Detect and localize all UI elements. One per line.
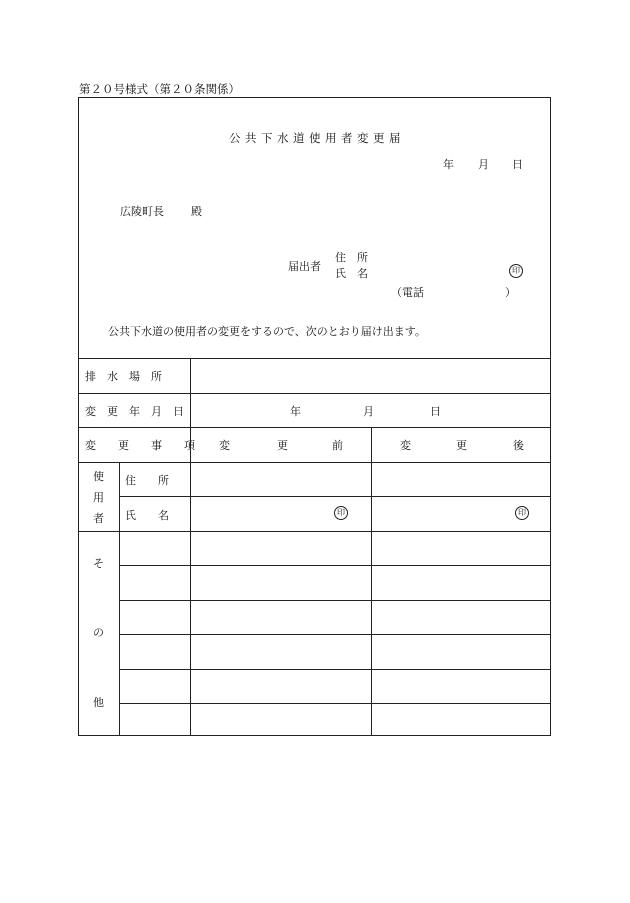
form-number: 第２０号様式（第２０条関係） bbox=[79, 82, 240, 96]
change-item-label: 変 更 事 項 bbox=[85, 439, 195, 452]
other-label-3: 他 bbox=[93, 696, 104, 709]
applicant-name-label: 氏 名 bbox=[335, 267, 368, 280]
rule bbox=[119, 703, 550, 704]
applicant-address-label: 住 所 bbox=[335, 251, 368, 264]
applicant-label: 届出者 bbox=[288, 260, 321, 273]
after-header-b: 更 bbox=[456, 439, 467, 452]
user-label-3: 者 bbox=[93, 512, 104, 525]
statement: 公共下水道の使用者の変更をするので、次のとおり届け出ます。 bbox=[108, 325, 426, 338]
rule bbox=[119, 565, 550, 566]
date-day[interactable]: 日 bbox=[512, 158, 523, 171]
date-month[interactable]: 月 bbox=[478, 158, 489, 171]
after-name-seal: 印 bbox=[515, 506, 529, 520]
rule bbox=[119, 634, 550, 635]
form-frame bbox=[78, 97, 551, 736]
rule bbox=[190, 358, 191, 735]
drain-location-field[interactable] bbox=[191, 359, 550, 392]
before-header-c: 前 bbox=[332, 439, 343, 452]
before-name-seal: 印 bbox=[334, 506, 348, 520]
after-header-c: 後 bbox=[513, 439, 524, 452]
drain-location-label: 排 水 場 所 bbox=[85, 370, 162, 383]
addressee-name: 広陵町長 bbox=[120, 205, 164, 218]
user-label-2: 用 bbox=[93, 491, 104, 504]
rule bbox=[79, 427, 550, 428]
rule bbox=[119, 462, 120, 735]
date-year[interactable]: 年 bbox=[443, 158, 454, 171]
change-date-day[interactable]: 日 bbox=[430, 405, 441, 418]
change-date-month[interactable]: 月 bbox=[363, 405, 374, 418]
user-name-label: 氏 名 bbox=[125, 509, 169, 522]
rule bbox=[79, 393, 550, 394]
phone-open: （電話 bbox=[391, 286, 424, 299]
applicant-seal: 印 bbox=[509, 264, 523, 278]
other-label-1: そ bbox=[93, 557, 104, 570]
before-header-a: 変 bbox=[219, 439, 230, 452]
rule bbox=[79, 531, 550, 532]
before-header-b: 更 bbox=[277, 439, 288, 452]
user-address-label: 住 所 bbox=[125, 474, 169, 487]
addressee-honorific: 殿 bbox=[191, 205, 202, 218]
change-date-year[interactable]: 年 bbox=[290, 405, 301, 418]
form-title: 公共下水道使用者変更届 bbox=[229, 131, 405, 145]
user-label-1: 使 bbox=[93, 470, 104, 483]
rule bbox=[119, 600, 550, 601]
user-address-before-field[interactable] bbox=[191, 463, 370, 495]
other-label-2: の bbox=[93, 626, 104, 639]
rule bbox=[119, 669, 550, 670]
phone-close: ） bbox=[505, 286, 516, 299]
change-date-label: 変 更 年 月 日 bbox=[85, 405, 184, 418]
after-header-a: 変 bbox=[400, 439, 411, 452]
user-address-after-field[interactable] bbox=[372, 463, 550, 495]
